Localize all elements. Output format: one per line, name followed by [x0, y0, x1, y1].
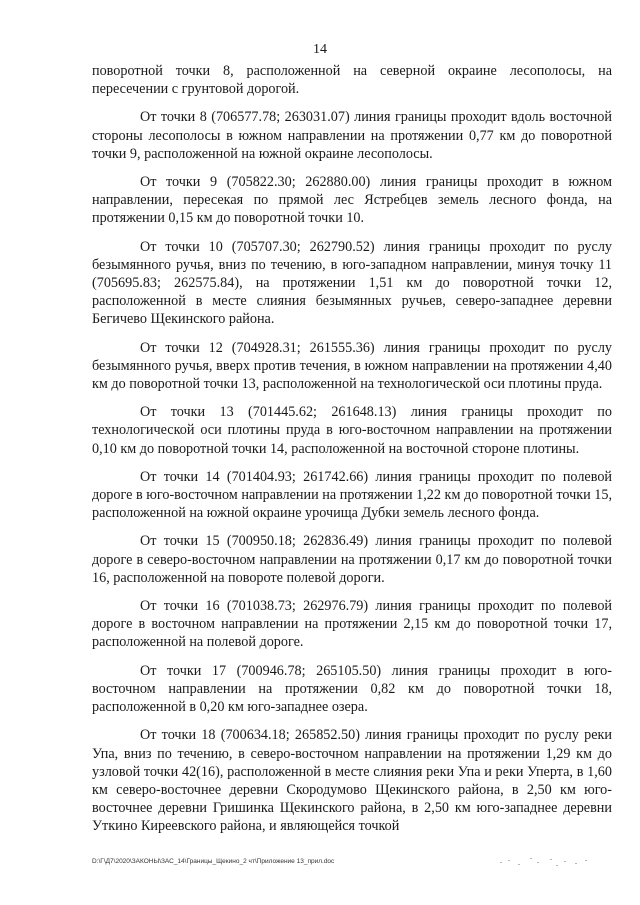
paragraph-point-15: От точки 15 (700950.18; 262836.49) линия границы проходит по полевой дороге в северо-восточном направлении на протяжении 0,17 км до поворотной точки 16, расположенной на повороте полевой дороги.: [92, 533, 612, 586]
scan-noise: [490, 850, 600, 872]
paragraph-point-12: От точки 12 (704928.31; 261555.36) линия границы проходит по руслу безымянного ручья, вверх против течения, в южном направлении на протяжении 4,40 км до поворотной точки 13, расположенной на технологической оси плотины пруда.: [92, 339, 612, 393]
paragraph-point-14: От точки 14 (701404.93; 261742.66) линия границы проходит по полевой дороге в юго-восточном направлении на протяжении 1,22 км до поворотной точки 15, расположенной на южной окраине урочища Дубки земель лесного фонда.: [92, 468, 612, 522]
paragraph-point-8: От точки 8 (706577.78; 263031.07) линия границы проходит вдоль восточной стороны лесополосы в южном направлении на протяжении 0,77 км до поворотной точки 9, расположенной на южной окраине лесополосы.: [92, 109, 612, 162]
document-body: [92, 62, 612, 846]
paragraph-point-16: От точки 16 (701038.73; 262976.79) линия границы проходит по полевой дороге в восточном направлении на протяжении 2,15 км до поворотной точки 17, расположенной на полевой дороге.: [92, 598, 612, 651]
paragraph-point-10: От точки 10 (705707.30; 262790.52) линия границы проходит по руслу безымянного ручья, вниз по течению, в юго-западном направлении, минуя точку 11 (705695.83; 262575.84), на протяжении 1,51 км до поворотной точки 12, расположенной в месте слияния безымянных ручьев, северо-западнее деревни Бегичево Щекинского района.: [92, 238, 612, 328]
page-number: 14: [313, 42, 327, 57]
paragraph-point-17: От точки 17 (700946.78; 265105.50) линия границы проходит в юго-восточном направлении на протяжении 0,82 км до поворотной точки 18, расположенной в 0,20 км юго-западнее озера.: [92, 662, 612, 716]
paragraph-continuation: поворотной точки 8, расположенной на северной окраине лесополосы, на пересечении с грунтовой дорогой.: [92, 63, 612, 98]
paragraph-point-18: От точки 18 (700634.18; 265852.50) линия границы проходит по руслу реки Упа, вниз по течению, в северо-восточном направлении на протяжении 1,29 км до узловой точки 42(16), расположенной в месте слияния реки Упа и реки Уперта, в 1,60 км северо-восточнее деревни Скородумово Щекинского района, в 2,50 км юго-восточнее деревни Гришинка Щекинского района, в 2,50 км юго-западнее деревни Уткино Киреевского района, и являющейся точкой: [92, 727, 612, 835]
paragraph-point-13: От точки 13 (701445.62; 261648.13) линия границы проходит по технологической оси плотины пруда в юго-восточном направлении на протяжении 0,10 км до поворотной точки 14, расположенной на восточной стороне плотины.: [92, 404, 612, 457]
footer-file-path: D:\Г\Д7\2020\ЗАКОНЫ\ЗАС_14\Границы_Щекино_2 чт\Приложение 13_прил.doc: [92, 858, 335, 865]
paragraph-point-9: От точки 9 (705822.30; 262880.00) линия границы проходит в южном направлении, пересекая по прямой лес Ястребцев земель лесного фонда, на протяжении 0,15 км до поворотной точки 10.: [92, 174, 612, 227]
